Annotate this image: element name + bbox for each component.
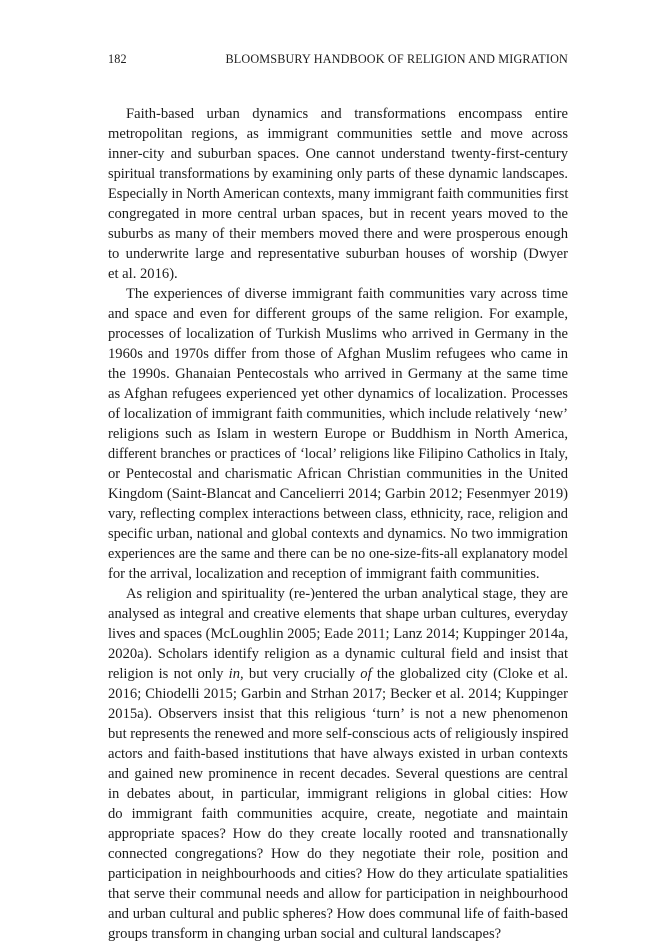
text-line: actors and faith-based institutions that have always existed in urban contexts: [108, 746, 568, 762]
text-line: the 1990s. Ghanaian Pentecostals who arrived in Germany at the same time: [108, 366, 568, 382]
page-number: 182: [108, 52, 127, 66]
text-line: inner-city and suburban spaces. One cannot understand twenty-first-century: [108, 146, 568, 162]
text-line: and space and even for different groups of the same religion. For example,: [108, 306, 568, 322]
text-line: or Pentecostal and charismatic African Christian communities in the United: [108, 466, 568, 482]
text-line: processes of localization of Turkish Muslims who arrived in Germany in the: [108, 326, 568, 342]
text-line: Especially in North American contexts, many immigrant faith communities first: [108, 186, 569, 202]
text-line: Kingdom (Saint-Blancat and Cancelierri 2014; Garbin 2012; Fesenmyer 2019): [108, 486, 568, 502]
text-line: and gained new prominence in recent decades. Several questions are central: [108, 766, 568, 782]
text-line: do immigrant faith communities acquire, create, negotiate and maintain: [108, 806, 568, 822]
emphasis-in: in: [228, 666, 241, 682]
text-line: 2015a). Observers insist that this religious ‘turn’ is not a new phenomenon: [108, 706, 568, 722]
text-line: 2016; Chiodelli 2015; Garbin and Strhan 2017; Becker et al. 2014; Kuppinger: [108, 686, 568, 702]
text-line: analysed as integral and creative elements that shape urban cultures, everyday: [108, 606, 568, 622]
text-line: different branches or practices of ‘local’ religions like Filipino Catholics in Italy,: [108, 446, 568, 462]
text-line: As religion and spirituality (re-)entered the urban analytical stage, they are: [126, 586, 568, 602]
text-line: specific urban, national and global contexts and dynamics. No two immigration: [108, 526, 568, 542]
text-line: metropolitan regions, as immigrant communities settle and move across: [108, 126, 568, 142]
text-line: that serve their communal needs and allow for participation in neighbourhood: [108, 886, 568, 902]
emphasis-of: of: [360, 666, 372, 682]
text-line: groups transform in changing urban social and cultural landscapes?: [108, 926, 502, 942]
text-line: religion is not only in, but very crucially of the globalized city (Cloke et al.: [108, 666, 568, 682]
text-line: of localization of immigrant faith communities, which include relatively ‘new’: [108, 406, 568, 422]
body-text: [108, 104, 568, 944]
text-line: lives and spaces (McLoughlin 2005; Eade 2011; Lanz 2014; Kuppinger 2014a,: [108, 626, 569, 642]
text-line: 1960s and 1970s differ from those of Afghan Muslim refugees who came in: [108, 346, 568, 362]
text-line: connected congregations? How do they negotiate their role, position and: [108, 846, 568, 862]
running-title: BLOOMSBURY HANDBOOK OF RELIGION AND MIGRATION: [225, 52, 568, 66]
paragraph: [108, 584, 568, 944]
text-line: suburbs as many of their members moved there and were prosperous enough: [108, 226, 568, 242]
text-line: and urban cultural and public spheres? How does communal life of faith-based: [108, 906, 568, 922]
text-line: 2020a). Scholars identify religion as a dynamic cultural field and insist that: [108, 646, 568, 662]
text-line: participation in neighbourhoods and cities? How do they articulate spatialities: [108, 866, 568, 882]
text-line: experiences are the same and there can be no one-size-fits-all explanatory model: [108, 546, 568, 562]
text-line: congregated in more central urban spaces, but in recent years moved to the: [108, 206, 568, 222]
text-line: The experiences of diverse immigrant faith communities vary across time: [126, 286, 568, 302]
text-line: but represents the renewed and more self-conscious acts of religiously inspired: [108, 726, 569, 742]
text-line: as Afghan refugees experienced yet other dynamics of localization. Processes: [108, 386, 568, 402]
text-line: religions such as Islam in western Europe or Buddhism in North America,: [108, 426, 568, 442]
text-line: appropriate spaces? How do they create locally rooted and transnationally: [108, 826, 568, 842]
text-line: et al. 2016).: [108, 266, 178, 282]
paragraph: [108, 284, 568, 584]
paragraph: [108, 104, 568, 284]
text-line: in debates about, in particular, immigrant religions in global cities: How: [108, 786, 568, 802]
text-line: to underwrite large and representative suburban houses of worship (Dwyer: [108, 246, 568, 262]
text-line: vary, reflecting complex interactions between class, ethnicity, race, religion and: [108, 506, 568, 522]
text-line: Faith-based urban dynamics and transformations encompass entire: [126, 106, 568, 122]
text-line: for the arrival, localization and reception of immigrant faith communities.: [108, 566, 540, 582]
text-line: spiritual transformations by examining only parts of these dynamic landscapes.: [108, 166, 568, 182]
